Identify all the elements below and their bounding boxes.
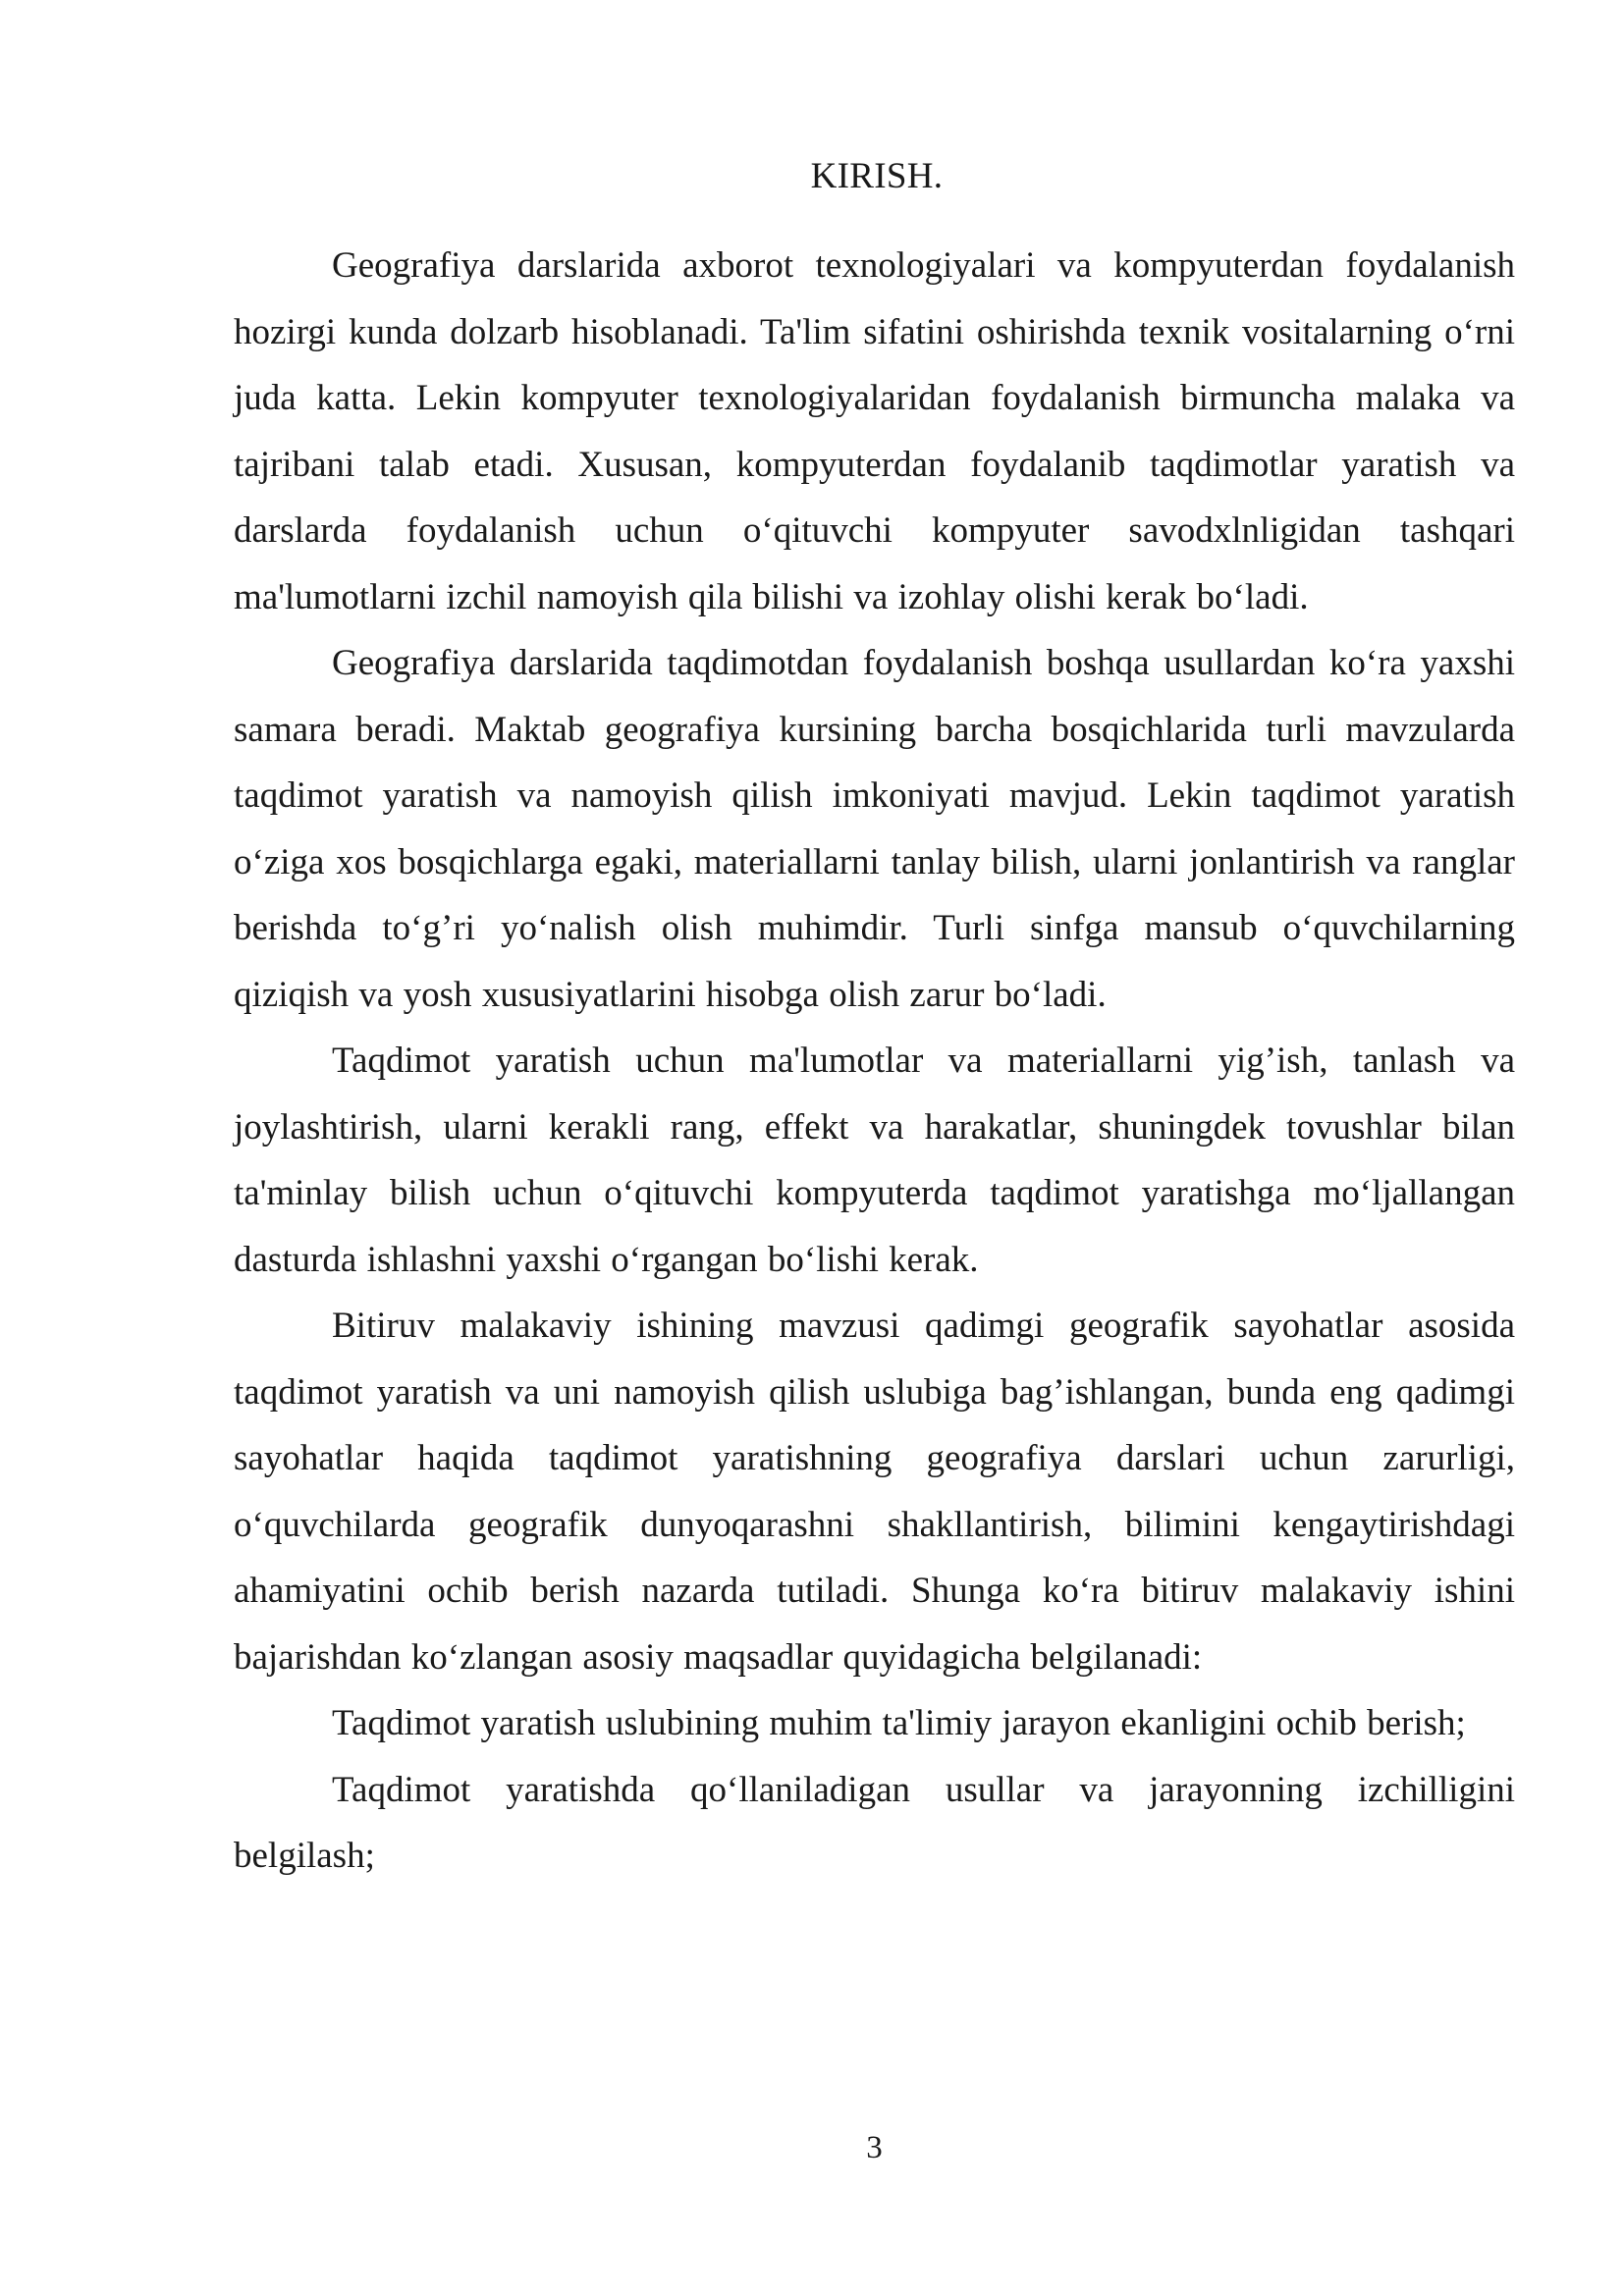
paragraph: Bitiruv malakaviy ishining mavzusi qadimgi geografik sayohatlar asosida taqdimot yaratish va uni namoyish qilish uslubiga bag’ishlangan, bunda eng qadimgi sayohatlar haqida taqdimot yaratishning geografiya darslari uchun zarurligi, o‘quvchilarda geografik dunyoqarashni shakllantirish, bilimini kengaytirishdagi ahamiyatini ochib berish nazarda tutiladi. Shunga ko‘ra bitiruv malakaviy ishini bajarishdan ko‘zlangan asosiy maqsadlar quyidagicha belgilanadi: [234, 1306, 1515, 1678]
page-number: 3 [866, 2130, 883, 2165]
body-text [234, 233, 1515, 1890]
paragraph: Geografiya darslarida taqdimotdan foydalanish boshqa usullardan ko‘ra yaxshi samara beradi. Maktab geografiya kursining barcha bosqichlarida turli mavzularda taqdimot yaratish va namoyish qilish imkoniyati mavjud. Lekin taqdimot yaratish o‘ziga xos bosqichlarga egaki, materiallarni tanlay bilish, ularni jonlantirish va ranglar berishda to‘g’ri yo‘nalish olish muhimdir. Turli sinfga mansub o‘quvchilarning qiziqish va yosh xususiyatlarini hisobga olish zarur bo‘ladi. [234, 643, 1515, 1015]
paragraph: Taqdimot yaratish uchun ma'lumotlar va materiallarni yig’ish, tanlash va joylashtirish, ularni kerakli rang, effekt va harakatlar, shuningdek tovushlar bilan ta'minlay bilish uchun o‘qituvchi kompyuterda taqdimot yaratishga mo‘ljallangan dasturda ishlashni yaxshi o‘rgangan bo‘lishi kerak. [234, 1041, 1515, 1280]
paragraph: Taqdimot yaratishda qo‘llaniladigan usullar va jarayonning izchilligini belgilash; [234, 1769, 1515, 1876]
section-heading: KIRISH. [810, 156, 944, 196]
paragraph: Taqdimot yaratish uslubining muhim ta'limiy jarayon ekanligini ochib berish; [332, 1703, 1466, 1743]
paragraph: Geografiya darslarida axborot texnologiyalari va kompyuterdan foydalanish hozirgi kunda dolzarb hisoblanadi. Ta'lim sifatini oshirishda texnik vositalarning o‘rni juda katta. Lekin kompyuter texnologiyalaridan foydalanish birmuncha malaka va tajribani talab etadi. Xususan, kompyuterdan foydalanib taqdimotlar yaratish va darslarda foydalanish uchun o‘qituvchi kompyuter savodxlnligidan tashqari ma'lumotlarni izchil namoyish qila bilishi va izohlay olishi kerak bo‘ladi. [234, 245, 1515, 617]
